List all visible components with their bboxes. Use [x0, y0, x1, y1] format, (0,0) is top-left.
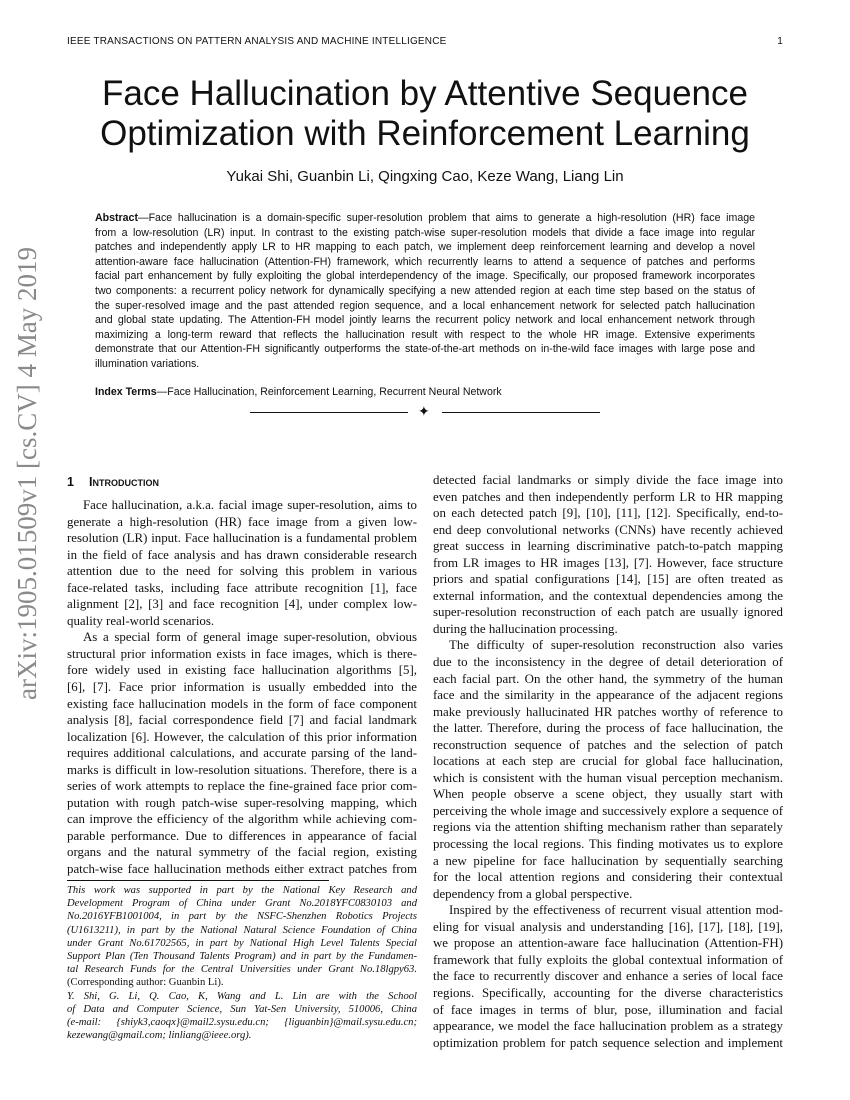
- abstract-label: Abstract: [95, 212, 138, 224]
- paragraph-line: regions via the attention shifting mechanism rather than separately: [433, 820, 783, 835]
- paragraph-line: great success in learning discriminative patch-to-patch mapping: [433, 539, 783, 554]
- paragraph-line: attention due to the need for solving this problem in various: [67, 564, 417, 579]
- paragraph-line: [6], [7]. Face prior information is usually embedded into the: [67, 680, 417, 695]
- index-terms-text: —Face Hallucination, Reinforcement Learning, Recurrent Neural Network: [156, 386, 502, 398]
- paragraph-line: a new pipeline for face hallucination by sequentially searching: [433, 853, 783, 868]
- title-line: Optimization with Reinforcement Learning: [100, 114, 750, 153]
- paragraph-line: for the local attention regions and considering their contextual: [433, 870, 783, 885]
- affiliation-line: (e-mail: {shiyk3,caoqx}@mail2.sysu.edu.cn; {liguanbin}@mail.sysu.edu.cn;: [67, 1017, 417, 1029]
- paragraph-line: appearance, we model the face hallucination problem as a strategy: [433, 1019, 783, 1034]
- paragraph-line: face and the similarity in the appearance of the adjacent regions: [433, 688, 783, 703]
- paragraph-line: Inspired by the effectiveness of recurrent visual attention mod-: [449, 903, 783, 918]
- footnote-line: Development Program of China under Grant No.2018YFC0830103 and: [67, 898, 417, 910]
- paragraph-line: make previously hallucinated HR patches worthy of reference to: [433, 704, 783, 719]
- paragraph-line: reconstruction sequence of patches and the selection of patch: [433, 737, 783, 752]
- page-number: 1: [777, 36, 783, 47]
- affiliation-line: kezewang@gmail.com; linliang@ieee.org).: [67, 1030, 252, 1042]
- paragraph-line: quality real-world scenarios.: [67, 613, 215, 628]
- abstract-line: [95, 211, 755, 226]
- paragraph-line: end deep convolutional networks (CNNs) have recently achieved: [433, 522, 783, 537]
- paragraph-line: As a special form of general image super-resolution, obvious: [83, 630, 417, 645]
- affiliation-line: Y. Shi, G. Li, Q. Cao, K, Wang and L. Lin are with the School: [67, 990, 417, 1002]
- paragraph-line: external information, and the contextual dependencies among the: [433, 588, 783, 603]
- footnote-line: Support Plan (Ten Thousand Talents Program) and in part by the Fundamen-: [67, 951, 417, 963]
- abstract-text: —Face hallucination is a domain-specific super-resolution problem that aims to generate a high-resolution (HR) face image: [137, 212, 755, 224]
- abstract-line: attention-aware face hallucination (Attention-FH) framework, which recurrently learns to attend a sequence of patches and performs: [95, 255, 755, 268]
- paragraph-line: existing face hallucination models in the form of face component: [67, 696, 417, 711]
- corresponding-author: (Corresponding author: Guanbin Li).: [67, 977, 224, 989]
- paragraph-line: the latter. Therefore, during the process of face hallucination, the: [433, 721, 783, 736]
- footnote-line: No.2016YFB1001004, in part by the NSFC-Shenzhen Robotics Projects: [67, 911, 417, 923]
- abstract-line: and global state updating. The Attention-FH model jointly learns the recurrent policy network and local enhancement network through: [95, 314, 755, 327]
- paragraph-line: generate a high-resolution (HR) face image from a given low-: [67, 514, 417, 529]
- section-divider: [250, 404, 600, 420]
- section-title: Introduction: [89, 475, 159, 489]
- diamond-icon: ✦: [418, 404, 430, 420]
- abstract-line: patches and independently apply LR to HR mapping to each patch, we implement deep reinforcement learning and develop a novel: [95, 241, 755, 254]
- section-number: 1: [67, 475, 74, 489]
- abstract-line: two components: a recurrent policy network for dynamically specifying a new attended region at each time step based on the status of: [95, 284, 755, 297]
- paragraph-line: The difficulty of super-resolution reconstruction also varies: [449, 638, 783, 653]
- paragraph-line: fore widely used in existing face hallucination algorithms [5],: [67, 663, 417, 678]
- abstract-line: maximizing a long-term reward that reflects the hallucination result with respect to the whole HR image. Extensive experiments: [95, 328, 755, 341]
- paragraph-line: even patches and then independently perform LR to HR mapping: [433, 489, 783, 504]
- paragraph-line: locations at each step are crucial for global face hallucination,: [433, 754, 783, 769]
- abstract-line: from a low-resolution (LR) input. In contrast to the existing patch-wise super-resolution models that divide a face image into regular: [95, 226, 755, 239]
- paragraph-line: face-related tasks, including face attribute recognition [1], face: [67, 580, 417, 595]
- paragraph-line: parable performance. Due to differences in appearance of facial: [67, 828, 417, 843]
- abstract-line: the super-resolved image and the past attended region sequence, and a local enhancement network for selected patch hallucination: [95, 299, 755, 312]
- paragraph-line: we propose an attention-aware face hallucination (Attention-FH): [433, 936, 783, 951]
- paragraph-line: detected facial landmarks or simply divide the face image into: [433, 473, 783, 487]
- section-heading: [67, 475, 417, 491]
- paper-title: [0, 74, 850, 154]
- paragraph-line: can improve the efficiency of the algorithm while achieving com-: [67, 812, 417, 827]
- arxiv-stamp: arXiv:1905.01509v1 [cs.CV] 4 May 2019: [12, 247, 42, 700]
- paragraph-line: Face hallucination, a.k.a. facial image super-resolution, aims to: [83, 498, 417, 512]
- index-terms: [95, 385, 755, 400]
- index-terms-label: Index Terms: [95, 386, 157, 398]
- paragraph-line: framework that fully exploits the global contextual information of: [433, 952, 783, 967]
- paragraph-line: organs and the natural symmetry of the facial region, existing: [67, 845, 417, 860]
- paragraph-line: requires additional calculations, and accurate parsing of the land-: [67, 746, 417, 761]
- paragraph-line: of face images in terms of blur, pose, illumination and facial: [433, 1002, 783, 1017]
- abstract-line: facial part enhancement by fully exploiting the global interdependency of the image. Specifically, our proposed framework incorporates: [95, 270, 755, 283]
- footnote-rule: [67, 880, 329, 881]
- paragraph-line: optimization problem for patch sequence selection and implement: [433, 1035, 783, 1050]
- paragraph-line: regions. Specifically, accounting for the diverse characteristics: [433, 985, 783, 1000]
- title-line: Face Hallucination by Attentive Sequence: [102, 74, 748, 113]
- paragraph-line: due to the inconsistency in the degree of detail deterioration of: [433, 655, 783, 670]
- footnote: [67, 884, 417, 1042]
- paragraph-line: perceiving the whole image and successively explore a sequence of: [433, 803, 783, 818]
- paragraph-line: resolution (LR) input. Face hallucination is a fundamental problem: [67, 531, 417, 546]
- footnote-line: (U1613211), in part by the National Natural Science Foundation of China: [67, 924, 417, 936]
- footnote-line: under Grant No.61702565, in part by National High Level Talents Special: [67, 937, 417, 949]
- paragraph-line: during the hallucination processing.: [433, 621, 618, 636]
- paragraph-line: analysis [8], facial correspondence field [7] and facial landmark: [67, 713, 417, 728]
- paragraph-line: series of work attempts to replace the fine-grained face prior com-: [67, 779, 417, 794]
- paragraph-line: marks is difficult in low-resolution situations. Therefore, there is a: [67, 762, 417, 777]
- paragraph-line: localization [6]. However, the calculation of this prior information: [67, 729, 417, 744]
- abstract-line: illumination variations.: [95, 357, 200, 370]
- paragraph-line: priors and spatial configurations [14], [15] are often treated as: [433, 572, 783, 587]
- paragraph-line: each facial part. On the other hand, the symmetry of the human: [433, 671, 783, 686]
- affiliation-line: of Data and Computer Science, Sun Yat-Sen University, 510006, China: [67, 1003, 417, 1015]
- paragraph-line: dependency from a global perspective.: [433, 886, 633, 901]
- abstract-line: demonstrate that our Attention-FH significantly outperforms the state-of-the-art methods on in-the-wild face images with large pose and: [95, 343, 755, 356]
- right-column: [433, 472, 783, 1051]
- paragraph-line: alignment [2], [3] and face recognition [4], under complex low-: [67, 597, 417, 612]
- paragraph-line: processing the local regions. This finding motivates us to explore: [433, 837, 783, 852]
- paragraph-line: structural prior information exists in face images, which is there-: [67, 646, 417, 661]
- paragraph-line: putation with rough patch-wise super-resolving mapping, which: [67, 795, 417, 810]
- author-list: Yukai Shi, Guanbin Li, Qingxing Cao, Keze Wang, Liang Lin: [226, 168, 624, 185]
- left-column: [67, 475, 417, 878]
- paragraph-line: from LR images to HR images [13], [7]. However, face structure: [433, 555, 783, 570]
- paragraph-line: which is consistent with the human visual perception mechanism.: [433, 770, 783, 785]
- paragraph-line: super-resolution reconstruction of each patch are usually ignored: [433, 605, 783, 620]
- paragraph-line: on each detected patch [9], [10], [11], [12]. Specifically, end-to-: [433, 506, 783, 521]
- paragraph-line: eling for visual analysis and understanding [16], [17], [18], [19],: [433, 919, 783, 934]
- footnote-line: tal Research Funds for the Central Universities under Grant No.18lgpy63.: [67, 964, 417, 976]
- footnote-line: This work was supported in part by the National Key Research and: [67, 885, 417, 896]
- running-header: IEEE TRANSACTIONS ON PATTERN ANALYSIS AND MACHINE INTELLIGENCE: [67, 36, 447, 47]
- paragraph-line: the face to recurrently discover and enhance a series of local face: [433, 969, 783, 984]
- abstract: [95, 211, 755, 372]
- paragraph-line: in the field of face analysis and has drawn considerable research: [67, 547, 417, 562]
- paragraph-line: When people observe a scene object, they usually start with: [433, 787, 783, 802]
- paragraph-line: patch-wise face hallucination methods either extract patches from: [67, 862, 417, 877]
